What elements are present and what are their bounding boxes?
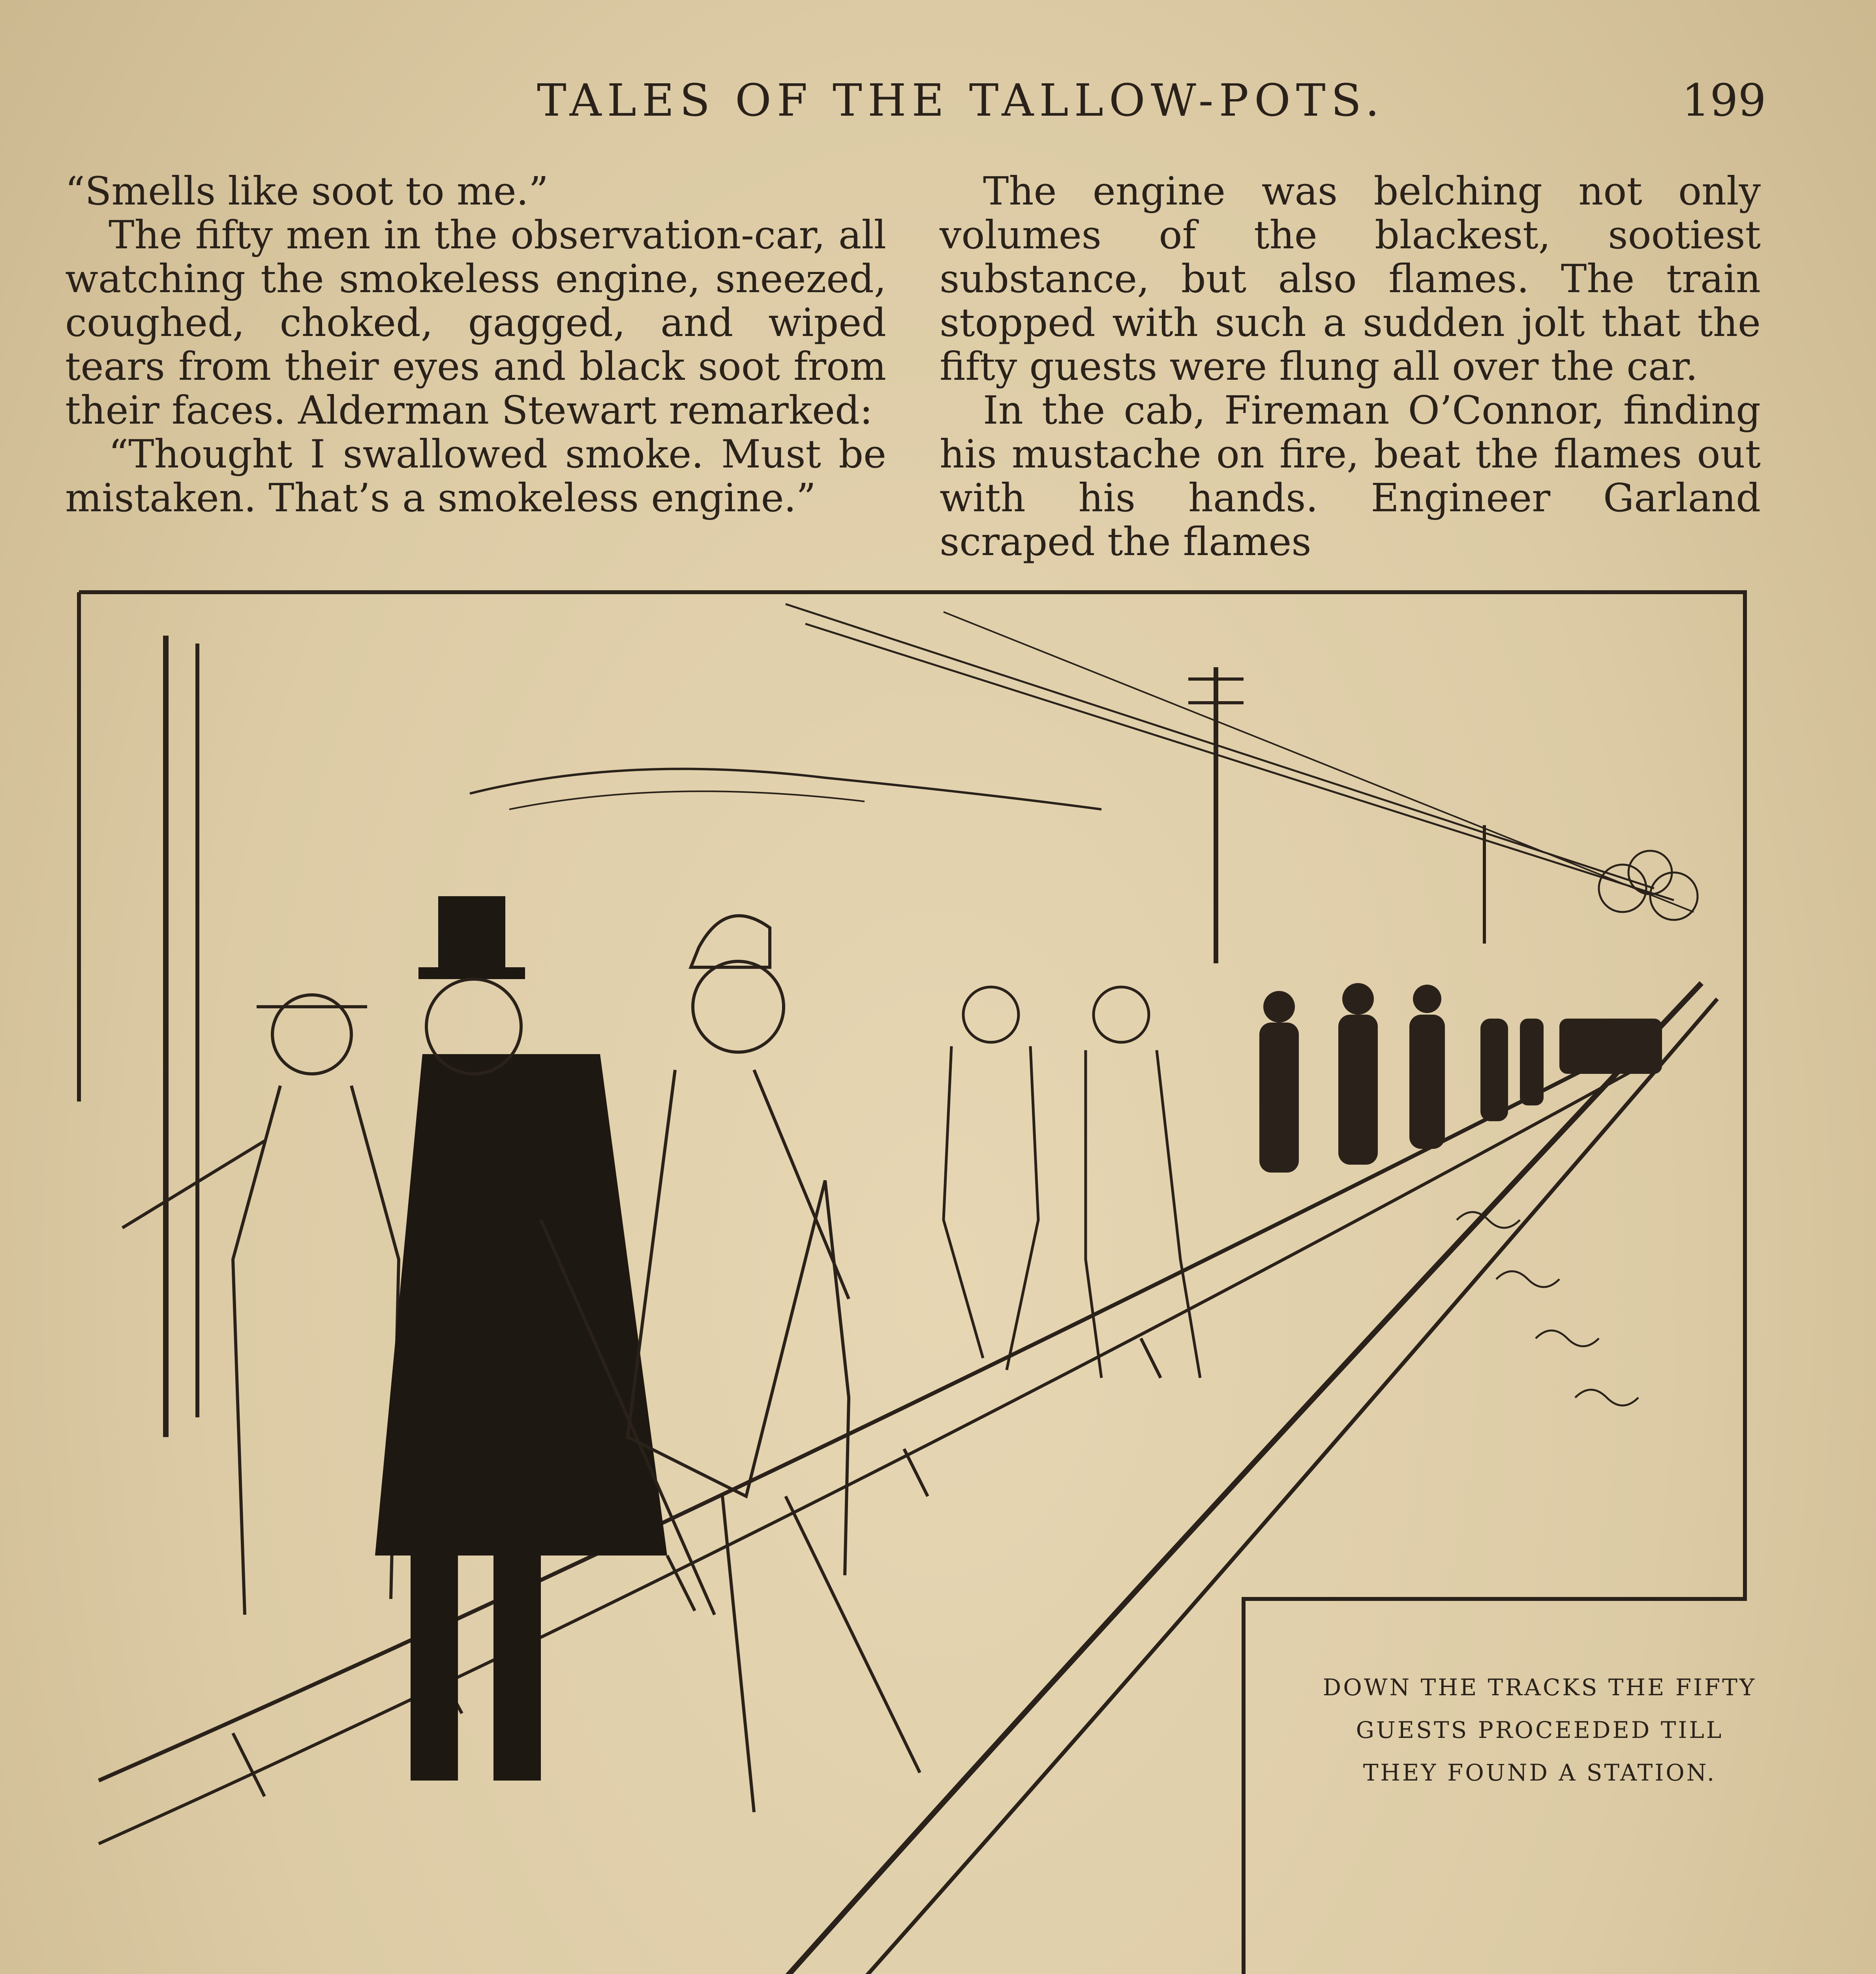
top-left-column [65,170,886,520]
top-right-column [940,170,1761,564]
paragraph: In the cab, Fireman O’Connor, finding his mustache on fire, beat the flames out with his hands. Engineer Garland scraped the flames [940,388,1761,565]
caption-line: DOWN THE TRACKS THE FIFTY [1323,1674,1757,1701]
page-header [0,67,1876,130]
running-title: TALES OF THE TALLOW-POTS. [537,75,1385,126]
paragraph: The engine was belching not only volumes of the blackest, sootiest substance, but also flames. The train stopped with such a sudden jolt that the fifty guests were flung all over the car. [940,169,1761,389]
paragraph: “Thought I swallowed smoke. Must be mistaken. That’s a smokeless engine.” [65,432,886,521]
page-number: 199 [1682,75,1766,126]
paragraph: The fifty men in the observation-car, all watching the smokeless engine, sneezed, coughed, choked, gagged, and wiped tears from their eyes and black soot from their faces. Alderman Stewart remarked: [65,213,886,433]
paragraph: “Smells like soot to me.” [65,169,549,214]
caption-line: THEY FOUND A STATION. [1363,1759,1717,1786]
caption-line: GUESTS PROCEEDED TILL [1356,1717,1724,1743]
illustration-caption [1295,1666,1784,1794]
